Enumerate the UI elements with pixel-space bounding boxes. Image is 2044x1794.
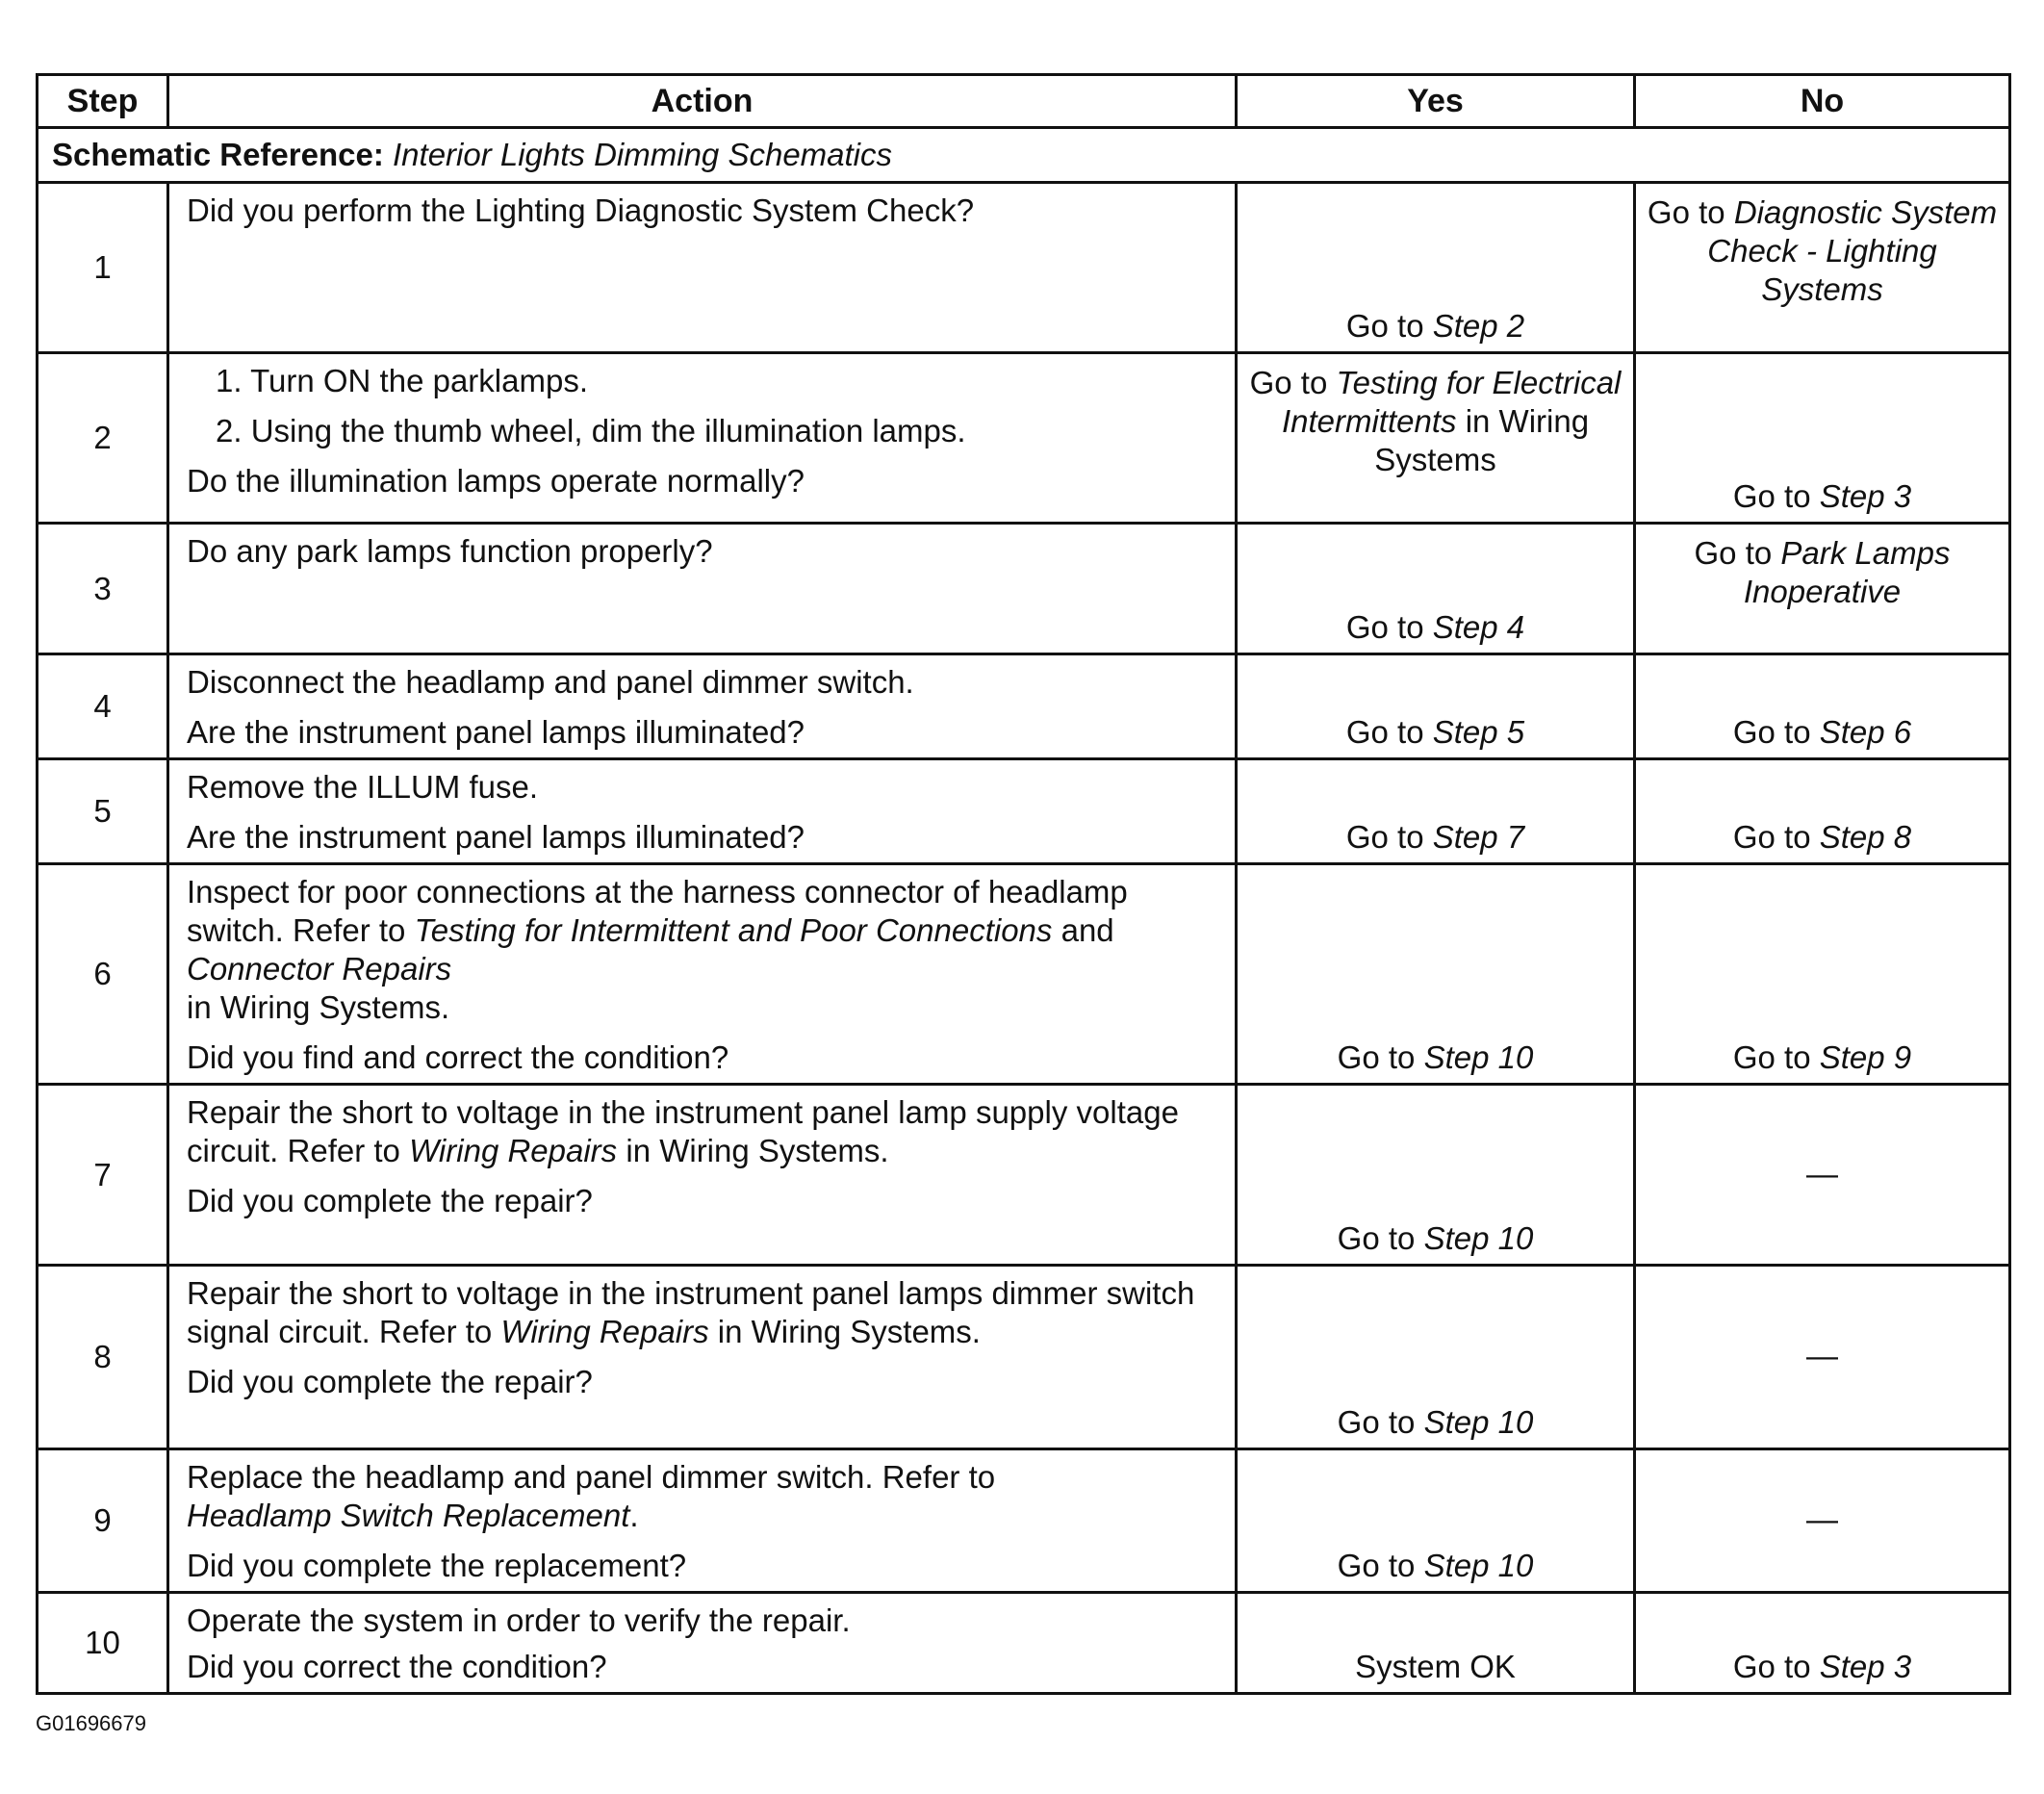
action-question: Are the instrument panel lamps illuminated?	[187, 819, 805, 855]
schematic-label: Schematic Reference:	[52, 137, 384, 172]
action-question: Did you complete the repair?	[187, 1183, 593, 1218]
no-dash: —	[1806, 1155, 1838, 1192]
step-number: 1	[38, 183, 168, 353]
yes-cell	[1237, 1593, 1635, 1694]
no-cell: Go to Step 3	[1635, 353, 2010, 524]
table-row	[38, 1593, 2010, 1694]
diagnostic-table	[36, 73, 2011, 1695]
step-number: 3	[38, 524, 168, 654]
yes-cell: Go to Step 10	[1237, 1266, 1635, 1449]
action-text: Disconnect the headlamp and panel dimmer switch.	[187, 664, 914, 700]
table-row	[38, 654, 2010, 759]
yes-link[interactable]: Step 5	[1432, 714, 1525, 750]
action-text: Repair the short to voltage in the instrument panel lamps dimmer switch signal circuit. Refer to Wiring Repairs in Wiring Systems.	[187, 1275, 1195, 1349]
step-number: 5	[38, 759, 168, 864]
schematic-row	[38, 128, 2010, 183]
action-cell	[168, 864, 1237, 1085]
action-text: Remove the ILLUM fuse.	[187, 769, 538, 805]
no-cell: Go to Diagnostic System Check - Lighting Systems	[1635, 183, 2010, 353]
action-question: Are the instrument panel lamps illuminated?	[187, 714, 805, 750]
schematic-reference	[38, 128, 2010, 183]
table-row	[38, 759, 2010, 864]
step-number: 2	[38, 353, 168, 524]
reference-link[interactable]: Wiring Repairs	[500, 1314, 709, 1349]
action-cell	[168, 524, 1237, 654]
action-cell	[168, 654, 1237, 759]
yes-link[interactable]: Step 10	[1423, 1548, 1534, 1583]
no-cell	[1635, 1085, 2010, 1266]
yes-cell: Go to Step 2	[1237, 183, 1635, 353]
yes-link[interactable]: Step 10	[1423, 1039, 1534, 1075]
no-cell: Go to Step 6	[1635, 654, 2010, 759]
action-cell	[168, 183, 1237, 353]
action-text: Inspect for poor connections at the harness connector of headlamp switch. Refer to Testing for Intermittent and Poor Connections and Connector Repairs in Wiring Systems.	[187, 874, 1128, 1025]
header-action: Action	[168, 75, 1237, 128]
table-row	[38, 353, 2010, 524]
yes-link[interactable]: Step 4	[1432, 609, 1525, 645]
no-cell: Go to Park Lamps Inoperative	[1635, 524, 2010, 654]
yes-link[interactable]: Step 10	[1423, 1404, 1534, 1440]
table-row	[38, 1085, 2010, 1266]
no-link[interactable]: Step 9	[1819, 1039, 1912, 1075]
reference-link[interactable]: Testing for Intermittent and Poor Connections	[414, 912, 1053, 948]
substep: 2. Using the thumb wheel, dim the illumination lamps.	[216, 413, 966, 448]
header-step: Step	[38, 75, 168, 128]
yes-cell: Go to Step 10	[1237, 864, 1635, 1085]
action-text: Do any park lamps function properly?	[187, 533, 713, 569]
action-cell	[168, 1593, 1237, 1694]
step-number: 7	[38, 1085, 168, 1266]
action-text: Operate the system in order to verify the repair.	[187, 1602, 851, 1638]
yes-cell: Go to Step 5	[1237, 654, 1635, 759]
yes-cell: Go to Step 7	[1237, 759, 1635, 864]
action-cell	[168, 1266, 1237, 1449]
action-text: Did you perform the Lighting Diagnostic System Check?	[187, 192, 975, 228]
action-cell	[168, 353, 1237, 524]
no-dash: —	[1806, 1501, 1838, 1537]
no-cell: Go to Step 3	[1635, 1593, 2010, 1694]
step-number: 6	[38, 864, 168, 1085]
yes-link[interactable]: Testing for Electrical Intermittents	[1281, 365, 1622, 439]
action-question: Did you complete the repair?	[187, 1364, 593, 1399]
reference-link[interactable]: Headlamp Switch Replacement	[187, 1498, 630, 1533]
action-cell	[168, 1085, 1237, 1266]
no-cell: Go to Step 8	[1635, 759, 2010, 864]
reference-link[interactable]: Wiring Repairs	[409, 1133, 618, 1168]
no-cell	[1635, 1449, 2010, 1593]
table-row	[38, 864, 2010, 1085]
yes-link[interactable]: Step 7	[1432, 819, 1525, 855]
yes-cell: Go to Step 10	[1237, 1449, 1635, 1593]
header-yes: Yes	[1237, 75, 1635, 128]
no-link[interactable]: Step 3	[1819, 1649, 1912, 1684]
no-link[interactable]: Step 3	[1819, 478, 1912, 514]
action-text: Replace the headlamp and panel dimmer switch. Refer to Headlamp Switch Replacement.	[187, 1459, 996, 1533]
action-cell	[168, 1449, 1237, 1593]
step-number: 10	[38, 1593, 168, 1694]
header-no: No	[1635, 75, 2010, 128]
figure-code: G01696679	[36, 1711, 146, 1735]
no-link[interactable]: Step 6	[1819, 714, 1912, 750]
yes-link[interactable]: Step 10	[1423, 1220, 1534, 1256]
header-row	[38, 75, 2010, 128]
action-question: Do the illumination lamps operate normally?	[187, 463, 805, 499]
yes-cell: Go to Step 4	[1237, 524, 1635, 654]
yes-cell: Go to Step 10	[1237, 1085, 1635, 1266]
action-text: Repair the short to voltage in the instrument panel lamp supply voltage circuit. Refer to Wiring Repairs in Wiring Systems.	[187, 1094, 1179, 1168]
action-question: Did you find and correct the condition?	[187, 1039, 729, 1075]
no-dash: —	[1806, 1338, 1838, 1373]
substep: 1. Turn ON the parklamps.	[216, 363, 588, 398]
no-cell: Go to Step 9	[1635, 864, 2010, 1085]
yes-link[interactable]: Step 2	[1432, 308, 1525, 344]
action-question: Did you complete the replacement?	[187, 1548, 687, 1583]
no-cell	[1635, 1266, 2010, 1449]
no-link[interactable]: Step 8	[1819, 819, 1912, 855]
reference-link[interactable]: Connector Repairs	[187, 951, 452, 987]
table-row	[38, 183, 2010, 353]
action-question: Did you correct the condition?	[187, 1649, 607, 1684]
yes-text: System OK	[1355, 1649, 1516, 1684]
no-link[interactable]: Park Lamps Inoperative	[1743, 535, 1951, 609]
table-row	[38, 1449, 2010, 1593]
schematic-link[interactable]: Interior Lights Dimming Schematics	[393, 137, 893, 172]
no-link[interactable]: Diagnostic System Check - Lighting Systems	[1707, 194, 1998, 307]
step-number: 9	[38, 1449, 168, 1593]
step-number: 4	[38, 654, 168, 759]
step-number: 8	[38, 1266, 168, 1449]
table-row	[38, 1266, 2010, 1449]
table-row	[38, 524, 2010, 654]
action-cell	[168, 759, 1237, 864]
yes-cell: Go to Testing for Electrical Intermittents in Wiring Systems	[1237, 353, 1635, 524]
